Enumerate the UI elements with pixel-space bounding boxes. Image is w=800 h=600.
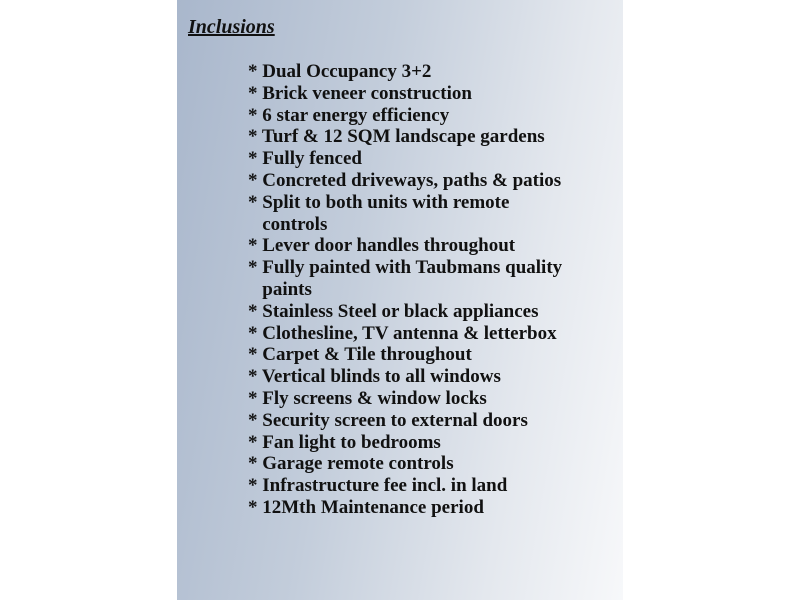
list-item: * 12Mth Maintenance period [248, 496, 484, 518]
list-item-continuation: controls [248, 213, 328, 235]
list-item: * Vertical blinds to all windows [248, 366, 501, 388]
list-item: * Dual Occupancy 3+2 [248, 61, 432, 82]
list-item: * Fly screens & window locks [248, 387, 487, 409]
list-item: * Concreted driveways, paths & patios [248, 169, 562, 191]
list-item-continuation: paints [248, 278, 312, 300]
list-item: * Stainless Steel or black appliances [248, 300, 539, 322]
list-item: * Security screen to external doors [248, 409, 528, 431]
inclusions-panel [177, 0, 623, 600]
list-item: * Turf & 12 SQM landscape gardens [248, 126, 545, 148]
inclusions-title: Inclusions [188, 16, 275, 38]
list-item: * Lever door handles throughout [248, 235, 516, 257]
list-item: * Infrastructure fee incl. in land [248, 475, 508, 497]
list-item: * Fan light to bedrooms [248, 431, 441, 453]
list-item: * 6 star energy efficiency [248, 104, 450, 126]
list-item: * Garage remote controls [248, 453, 454, 475]
inclusions-list [248, 61, 618, 519]
list-item: * Fully fenced [248, 148, 362, 170]
list-item: * Split to both units with remote [248, 191, 510, 213]
list-item: * Clothesline, TV antenna & letterbox [248, 322, 557, 344]
list-item: * Brick veneer construction [248, 82, 472, 104]
list-item: * Fully painted with Taubmans quality [248, 257, 563, 279]
list-item: * Carpet & Tile throughout [248, 344, 472, 366]
